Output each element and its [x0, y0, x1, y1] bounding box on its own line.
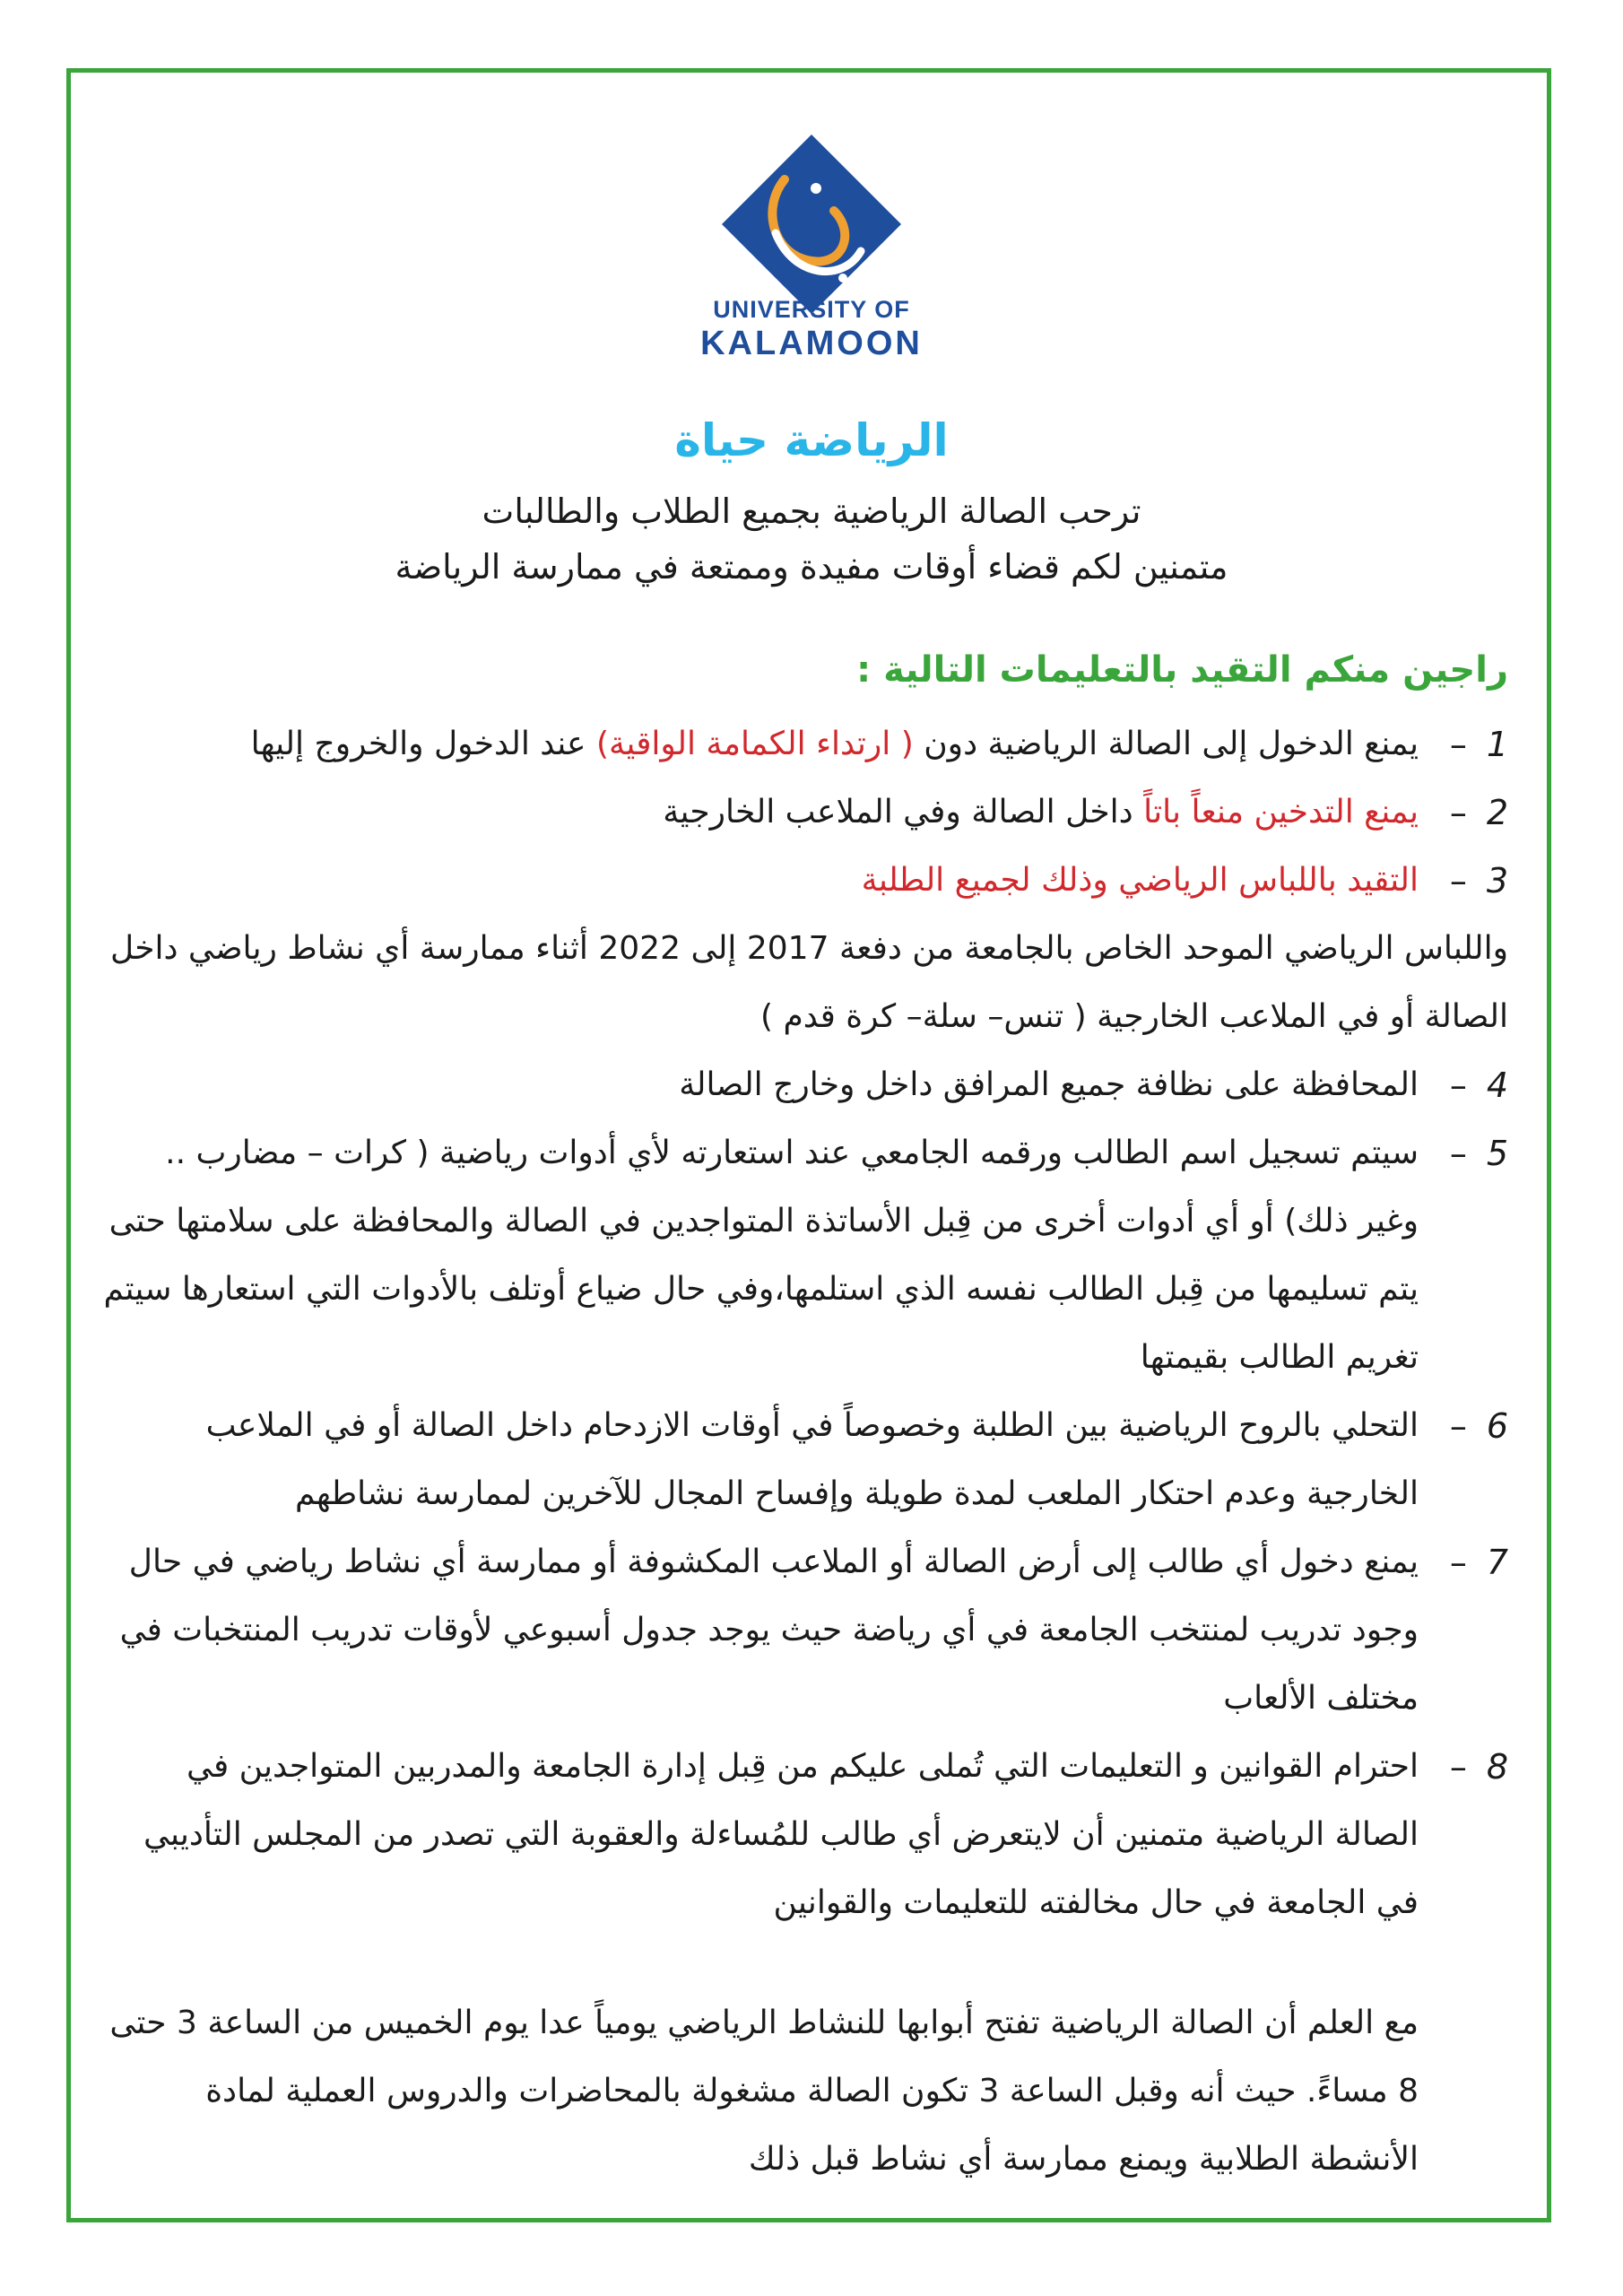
item-text-emphasis: ( ارتداء الكمامة الواقية): [595, 726, 914, 762]
item-text: التحلي بالروح الرياضية بين الطلبة وخصوصاً في أوقات الازدحام داخل الصالة أو في الملاعب الخارجية وعدم احتكار الملعب لمدة طويلة وإفساح المجال للآخرين لممارسة نشاطهم: [205, 1407, 1419, 1512]
item-text: [99, 847, 1508, 1051]
item-text: [99, 778, 1419, 847]
item-text-part: داخل الصالة وفي الملاعب الخارجية: [663, 794, 1144, 831]
logo-line-2: KALAMOON: [700, 325, 923, 362]
wish-line: متمنين لكم قضاء أوقات مفيدة وممتعة في ممارسة الرياضة: [395, 547, 1228, 587]
item-number: 7: [1486, 1543, 1508, 1582]
logo-diamond: [722, 135, 901, 314]
item-number: 1: [1486, 725, 1508, 764]
item-text: المحافظة على نظافة جميع المرافق داخل وخارج الصالة: [679, 1066, 1419, 1103]
instructions-heading: راجين منكم التقيد بالتعليمات التالية :: [856, 649, 1508, 691]
welcome-line: ترحب الصالة الرياضية بجميع الطلاب والطالبات: [482, 491, 1141, 531]
instruction-item-2: 2– يمنع التدخين منعاً باتاً داخل الصالة وفي الملاعب الخارجية: [99, 778, 1508, 847]
instruction-item-1: 1– يمنع الدخول إلى الصالة الرياضية دون ( ارتداء الكمامة الواقية) عند الدخول والخروج إليها: [99, 710, 1508, 778]
item-number: 3: [1486, 861, 1508, 900]
item-text: يمنع دخول أي طالب إلى أرض الصالة أو الملاعب المكشوفة أو ممارسة أي نشاط رياضي في حال وجود تدريب لمنتخب الجامعة في أي رياضة حيث يوجد جدول أسبوعي لأوقات تدريب المنتخبات في مختلف الألعاب: [119, 1544, 1419, 1717]
item-number: 6: [1486, 1406, 1508, 1446]
item-text: [99, 710, 1419, 778]
opening-hours-note: مع العلم أن الصالة الرياضية تفتح أبوابها للنشاط الرياضي يومياً عدا يوم الخميس من الساعة 3 حتى 8 مساءً. حيث أنه وقبل الساعة 3 تكون الصالة مشغولة بالمحاضرات والدروس العملية لمادة الأنشطة الطلابية ويمنع ممارسة أي نشاط قبل ذلك: [109, 2005, 1419, 2178]
item-number: 8: [1486, 1747, 1508, 1787]
page-title: الرياضة حياة: [674, 414, 949, 466]
instruction-item-6: 6– التحلي بالروح الرياضية بين الطلبة وخصوصاً في أوقات الازدحام داخل الصالة أو في الملاعب الخارجية وعدم احتكار الملعب لمدة طويلة وإفساح المجال للآخرين لممارسة نشاطهم: [99, 1392, 1508, 1528]
item-text: سيتم تسجيل اسم الطالب ورقمه الجامعي عند استعارته لأي أدوات رياضية ( كرات – مضارب .. وغير ذلك) أو أي أدوات أخرى من قِبل الأساتذة المتواجدين في الصالة والمحافظة على سلامتها حتى يتم تسليمها من قِبل الطالب نفسه الذي استلمها،وفي حال ضياع أوتلف بالأدوات التي استعارها سيتم تغريم الطالب بقيمتها: [103, 1135, 1419, 1376]
item-text-part: يمنع الدخول إلى الصالة الرياضية دون: [913, 726, 1419, 762]
logo-dot: [811, 183, 821, 194]
instruction-item-5: 5– سيتم تسجيل اسم الطالب ورقمه الجامعي عند استعارته لأي أدوات رياضية ( كرات – مضارب .. وغير ذلك) أو أي أدوات أخرى من قِبل الأساتذة المتواجدين في الصالة والمحافظة على سلامتها حتى يتم تسليمها من قِبل الطالب نفسه الذي استلمها،وفي حال ضياع أوتلف بالأدوات التي استعارها سيتم تغريم الطالب بقيمتها: [99, 1119, 1508, 1392]
instruction-item-7: 7– يمنع دخول أي طالب إلى أرض الصالة أو الملاعب المكشوفة أو ممارسة أي نشاط رياضي في حال وجود تدريب لمنتخب الجامعة في أي رياضة حيث يوجد جدول أسبوعي لأوقات تدريب المنتخبات في مختلف الألعاب: [99, 1528, 1508, 1733]
logo-line-1: UNIVERSITY OF: [713, 296, 910, 323]
instructions-list: [99, 710, 1508, 1937]
instruction-item-3: 3– التقيد باللباس الرياضي وذلك لجميع الطلبة واللباس الرياضي الموحد الخاص بالجامعة من دفعة 2017 إلى 2022 أثناء ممارسة أي نشاط رياضي داخل الصالة أو في الملاعب الخارجية ( تنس– سلة– كرة قدم ): [99, 847, 1508, 1051]
item-number: 5: [1486, 1134, 1508, 1173]
item-number: 4: [1486, 1065, 1508, 1105]
item-text-part: واللباس الرياضي الموحد الخاص بالجامعة من دفعة 2017 إلى 2022 أثناء ممارسة أي نشاط رياضي داخل الصالة أو في الملاعب الخارجية ( تنس– سلة– كرة قدم ): [109, 930, 1508, 1035]
item-text: احترام القوانين و التعليمات التي تُملى عليكم من قِبل إدارة الجامعة والمدربين المتواجدين في الصالة الرياضية متمنين أن لايتعرض أي طالب للمُساءلة والعقوبة التي تصدر من المجلس التأديبي في الجامعة في حال مخالفته للتعليمات والقوانين: [143, 1748, 1419, 1921]
university-logo: [708, 126, 915, 359]
instruction-item-4: 4– المحافظة على نظافة جميع المرافق داخل وخارج الصالة: [99, 1051, 1508, 1119]
instruction-item-8: 8– احترام القوانين و التعليمات التي تُملى عليكم من قِبل إدارة الجامعة والمدربين المتواجدين في الصالة الرياضية متمنين أن لايتعرض أي طالب للمُساءلة والعقوبة التي تصدر من المجلس التأديبي في الجامعة في حال مخالفته للتعليمات والقوانين: [99, 1733, 1508, 1937]
logo-dot: [838, 274, 847, 283]
item-number: 2: [1486, 793, 1508, 832]
item-text-part: عند الدخول والخروج إليها: [250, 726, 596, 762]
item-text-emphasis: يمنع التدخين منعاً باتاً: [1143, 794, 1419, 831]
item-text-emphasis: التقيد باللباس الرياضي وذلك لجميع الطلبة: [861, 862, 1419, 899]
